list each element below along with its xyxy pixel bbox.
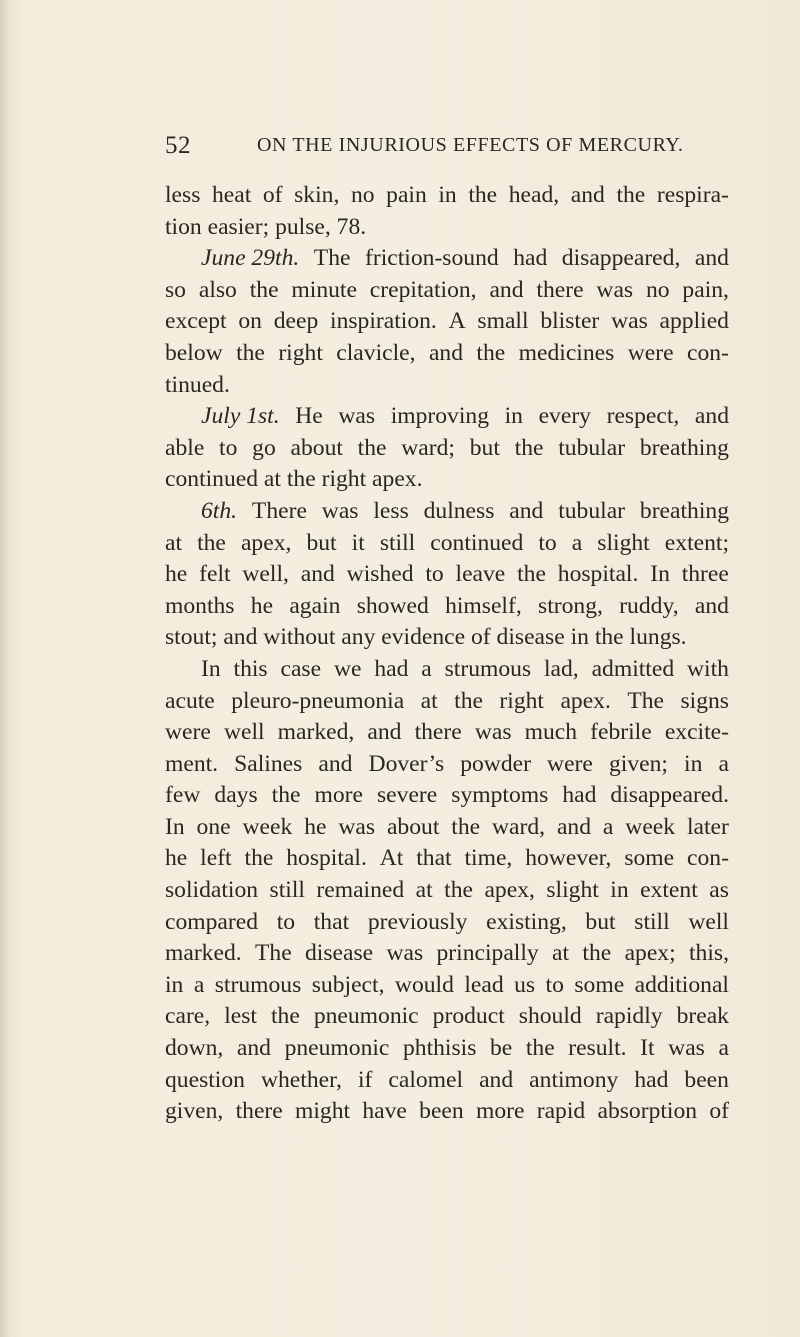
word: less bbox=[165, 182, 201, 208]
word: tubular bbox=[558, 497, 626, 524]
word: In bbox=[165, 813, 185, 840]
word: pain, bbox=[682, 276, 729, 303]
word: to bbox=[545, 971, 564, 998]
word: had bbox=[513, 245, 548, 272]
word: marked, bbox=[277, 719, 355, 746]
word: below bbox=[165, 339, 223, 366]
word: with bbox=[687, 655, 729, 682]
text-line bbox=[165, 243, 729, 275]
text-line bbox=[165, 370, 729, 402]
word: was bbox=[668, 1035, 705, 1062]
word: so bbox=[165, 276, 186, 303]
word: marked. bbox=[165, 940, 242, 967]
word: pneumonic bbox=[313, 1003, 419, 1030]
text-line bbox=[165, 275, 729, 307]
word: it bbox=[351, 529, 365, 556]
word: later bbox=[686, 813, 729, 840]
word: no bbox=[645, 276, 670, 303]
word: A bbox=[448, 308, 466, 335]
word: less bbox=[373, 497, 409, 524]
word: con- bbox=[686, 339, 729, 366]
word: solidation bbox=[165, 877, 259, 904]
text-line bbox=[165, 938, 729, 970]
word: left bbox=[200, 845, 232, 872]
word: had bbox=[634, 1066, 669, 1093]
word: days bbox=[214, 782, 258, 809]
word: The bbox=[627, 687, 665, 714]
text-line bbox=[165, 1096, 729, 1128]
word: minute bbox=[291, 276, 357, 303]
word: hospital. bbox=[557, 561, 639, 588]
word: principally bbox=[436, 940, 539, 967]
word: however, bbox=[525, 845, 612, 872]
word: small bbox=[477, 308, 529, 335]
word: months bbox=[165, 592, 235, 619]
word: ruddy, bbox=[619, 592, 679, 619]
word: at bbox=[415, 877, 433, 904]
word: the bbox=[468, 182, 498, 208]
word: slight bbox=[546, 877, 599, 904]
word: a bbox=[602, 813, 614, 840]
word: and bbox=[367, 719, 402, 746]
word: strumous bbox=[444, 655, 532, 682]
word: the bbox=[236, 339, 265, 366]
text-line bbox=[165, 1033, 729, 1065]
word: leave bbox=[455, 561, 506, 588]
word: a bbox=[718, 750, 729, 777]
word: disappeared, bbox=[561, 245, 681, 272]
word: three bbox=[681, 561, 729, 588]
text-line bbox=[165, 749, 729, 781]
word: In bbox=[201, 655, 221, 682]
text-line bbox=[165, 180, 729, 212]
word: pain bbox=[386, 182, 427, 208]
text-line bbox=[165, 433, 729, 465]
word: friction-sound bbox=[365, 245, 499, 272]
line-words: continued at the right apex. bbox=[165, 466, 423, 493]
word: well, bbox=[242, 561, 289, 588]
word: calomel bbox=[388, 1066, 464, 1093]
word: In bbox=[650, 561, 670, 588]
word: the bbox=[582, 940, 612, 967]
word: con- bbox=[687, 845, 729, 872]
word: in bbox=[684, 750, 703, 777]
word: had bbox=[374, 655, 409, 682]
word: extent; bbox=[664, 529, 729, 556]
word: again bbox=[289, 592, 341, 619]
word: still bbox=[269, 877, 305, 904]
word: Salines bbox=[234, 750, 303, 777]
word: medicines bbox=[518, 339, 615, 366]
word: given; bbox=[608, 750, 668, 777]
word: lest bbox=[224, 1003, 257, 1030]
word: time, bbox=[464, 845, 513, 872]
line-words: tion easier; pulse, 78. bbox=[165, 213, 367, 240]
word: in bbox=[504, 403, 523, 430]
word: have bbox=[362, 1098, 407, 1125]
word: no bbox=[350, 182, 375, 208]
text-line bbox=[165, 1001, 729, 1033]
word: of bbox=[709, 1098, 729, 1125]
word: was bbox=[386, 940, 424, 967]
word: the bbox=[197, 529, 226, 556]
word: apex; bbox=[624, 940, 676, 967]
word: existing, bbox=[486, 908, 567, 935]
word: he bbox=[250, 592, 274, 619]
word: this bbox=[233, 655, 268, 682]
word: able bbox=[165, 434, 205, 461]
word: compared bbox=[165, 908, 259, 935]
word: blister bbox=[540, 308, 600, 335]
word: right bbox=[499, 687, 544, 714]
word: but bbox=[306, 529, 337, 556]
text-line bbox=[165, 496, 729, 528]
word: signs bbox=[680, 687, 729, 714]
word: breathing bbox=[639, 497, 729, 524]
word: There bbox=[251, 497, 307, 524]
word: there bbox=[235, 1098, 283, 1125]
word: apex, bbox=[240, 529, 292, 556]
text-line bbox=[165, 970, 729, 1002]
text-line bbox=[165, 338, 729, 370]
word: improving bbox=[390, 403, 489, 430]
word: respect, bbox=[606, 403, 680, 430]
word: in bbox=[610, 877, 629, 904]
word: At bbox=[379, 845, 404, 872]
word: of bbox=[262, 182, 283, 208]
word: hospital. bbox=[286, 845, 367, 872]
word: more bbox=[475, 1098, 525, 1125]
word: additional bbox=[634, 971, 729, 998]
text-line bbox=[165, 622, 729, 654]
word: respira- bbox=[656, 182, 729, 208]
word: rapidly bbox=[595, 1003, 663, 1030]
text-line bbox=[165, 686, 729, 718]
word: still bbox=[634, 908, 670, 935]
word: the bbox=[517, 561, 546, 588]
word: was bbox=[338, 403, 376, 430]
word: and bbox=[236, 1035, 271, 1062]
word: the bbox=[357, 434, 387, 461]
word: was bbox=[338, 813, 376, 840]
word: was bbox=[611, 308, 648, 335]
word: go bbox=[252, 434, 276, 461]
word: symptoms bbox=[451, 782, 549, 809]
word: The bbox=[254, 940, 292, 967]
word: there bbox=[536, 276, 584, 303]
word: strong, bbox=[538, 592, 603, 619]
word: that bbox=[416, 845, 452, 872]
word: strumous bbox=[214, 971, 302, 998]
word: to bbox=[538, 529, 557, 556]
word: and bbox=[694, 592, 729, 619]
word: the bbox=[271, 782, 301, 809]
word: head, bbox=[508, 182, 560, 208]
entry-date: July 1st. bbox=[201, 403, 280, 430]
word: ward, bbox=[491, 813, 546, 840]
word: Dover’s bbox=[368, 750, 445, 777]
word: pneumonic bbox=[284, 1035, 390, 1062]
word: result. bbox=[568, 1035, 627, 1062]
line-words: tinued. bbox=[165, 371, 230, 398]
text-line bbox=[165, 717, 729, 749]
word: more bbox=[314, 782, 363, 809]
word: few bbox=[165, 782, 201, 809]
word: except bbox=[165, 308, 227, 335]
word: to bbox=[425, 561, 444, 588]
word: one bbox=[196, 813, 231, 840]
word: and bbox=[570, 182, 605, 208]
word: would bbox=[394, 971, 454, 998]
word: about bbox=[386, 813, 440, 840]
word: this, bbox=[688, 940, 729, 967]
word: been bbox=[684, 1066, 729, 1093]
word: to bbox=[276, 908, 296, 935]
word: the bbox=[444, 877, 473, 904]
word: down, bbox=[165, 1035, 224, 1062]
word: that bbox=[313, 908, 350, 935]
word: there bbox=[414, 719, 462, 746]
word: the bbox=[476, 339, 506, 366]
word: break bbox=[676, 1003, 729, 1030]
text-line bbox=[165, 907, 729, 939]
text-line bbox=[165, 843, 729, 875]
word: absorption bbox=[597, 1098, 698, 1125]
word: severe bbox=[377, 782, 438, 809]
word: we bbox=[333, 655, 362, 682]
word: felt bbox=[199, 561, 231, 588]
text-line bbox=[165, 780, 729, 812]
word: in bbox=[438, 182, 457, 208]
word: a bbox=[718, 1035, 729, 1062]
word: some bbox=[624, 845, 675, 872]
word: a bbox=[193, 971, 205, 998]
text-line bbox=[165, 1065, 729, 1097]
word: and bbox=[556, 813, 592, 840]
word: should bbox=[518, 1003, 582, 1030]
text-line bbox=[165, 654, 729, 686]
word: lead bbox=[464, 971, 504, 998]
text-line bbox=[165, 306, 729, 338]
word: lad, bbox=[543, 655, 579, 682]
word: to bbox=[219, 434, 238, 461]
word: case bbox=[280, 655, 322, 682]
word: ment. bbox=[165, 750, 219, 777]
word: dulness bbox=[423, 497, 495, 524]
page-header bbox=[165, 132, 725, 162]
word: as bbox=[709, 877, 729, 904]
word: antimony bbox=[529, 1066, 619, 1093]
word: the bbox=[270, 1003, 300, 1030]
word: the bbox=[244, 845, 274, 872]
word: every bbox=[538, 403, 591, 430]
word: were bbox=[547, 750, 593, 777]
word: deep bbox=[273, 308, 319, 335]
word: was bbox=[474, 719, 512, 746]
word: slight bbox=[597, 529, 650, 556]
word: product bbox=[432, 1003, 505, 1030]
entry-date: 6th. bbox=[201, 497, 238, 524]
word: apex, bbox=[484, 877, 535, 904]
word: disease bbox=[305, 940, 374, 967]
word: he bbox=[165, 845, 188, 872]
word: and bbox=[300, 561, 335, 588]
page-binding-edge bbox=[0, 0, 10, 1337]
word: about bbox=[290, 434, 343, 461]
word: and bbox=[428, 339, 464, 366]
word: well bbox=[688, 908, 729, 935]
word: rapid bbox=[536, 1098, 586, 1125]
word: were bbox=[165, 719, 211, 746]
word: question bbox=[165, 1066, 245, 1093]
text-line bbox=[165, 559, 729, 591]
text-line bbox=[165, 528, 729, 560]
word: at bbox=[165, 529, 183, 556]
word: the bbox=[454, 687, 483, 714]
word: care, bbox=[165, 1003, 211, 1030]
text-line bbox=[165, 464, 729, 496]
word: was bbox=[596, 276, 634, 303]
word: at bbox=[420, 687, 438, 714]
word: a bbox=[421, 655, 432, 682]
word: still bbox=[379, 529, 416, 556]
word: ward; bbox=[401, 434, 455, 461]
word: us bbox=[514, 971, 536, 998]
word: had bbox=[562, 782, 597, 809]
word: admitted bbox=[591, 655, 675, 682]
word: also bbox=[198, 276, 237, 303]
word: wished bbox=[346, 561, 414, 588]
word: if bbox=[357, 1066, 373, 1093]
word: extent bbox=[640, 877, 698, 904]
word: were bbox=[627, 339, 674, 366]
word: applied bbox=[659, 308, 729, 335]
word: right bbox=[278, 339, 323, 366]
word: some bbox=[574, 971, 625, 998]
text-line bbox=[165, 591, 729, 623]
word: disappeared. bbox=[610, 782, 729, 809]
word: well bbox=[223, 719, 265, 746]
word: whether, bbox=[260, 1066, 342, 1093]
body-text bbox=[165, 180, 729, 1128]
word: powder bbox=[460, 750, 531, 777]
word: but bbox=[469, 434, 500, 461]
word: apex. bbox=[560, 687, 611, 714]
word: clavicle, bbox=[336, 339, 416, 366]
word: previously bbox=[367, 908, 468, 935]
word: might bbox=[295, 1098, 351, 1125]
word: tubular bbox=[558, 434, 626, 461]
word: be bbox=[489, 1035, 513, 1062]
word: week bbox=[625, 813, 676, 840]
word: given, bbox=[165, 1098, 224, 1125]
word: been bbox=[419, 1098, 464, 1125]
text-line bbox=[165, 212, 729, 244]
word: the bbox=[525, 1035, 555, 1062]
word: The bbox=[313, 245, 351, 272]
word: heat bbox=[211, 182, 252, 208]
word: phthisis bbox=[402, 1035, 477, 1062]
line-words: stout; and without any evidence of disease in the lungs. bbox=[165, 624, 687, 651]
text-line bbox=[165, 401, 729, 433]
word: continued bbox=[430, 529, 524, 556]
word: he bbox=[165, 561, 188, 588]
word: and bbox=[694, 403, 729, 430]
word: the bbox=[616, 182, 646, 208]
word: skin, bbox=[294, 182, 340, 208]
word: the bbox=[451, 813, 481, 840]
word: at bbox=[552, 940, 570, 967]
word: the bbox=[249, 276, 279, 303]
word: in bbox=[165, 971, 184, 998]
word: subject, bbox=[311, 971, 385, 998]
word: was bbox=[321, 497, 359, 524]
word: a bbox=[571, 529, 583, 556]
word: febrile bbox=[590, 719, 652, 746]
word: acute bbox=[165, 687, 215, 714]
word: much bbox=[524, 719, 578, 746]
word: and bbox=[509, 497, 544, 524]
word: excite- bbox=[664, 719, 729, 746]
word: and bbox=[479, 1066, 514, 1093]
word: He bbox=[295, 403, 323, 430]
word: the bbox=[514, 434, 544, 461]
word: pleuro-pneumonia bbox=[231, 687, 405, 714]
word: but bbox=[585, 908, 616, 935]
word: It bbox=[640, 1035, 655, 1062]
running-title: ON THE INJURIOUS EFFECTS OF MERCURY. bbox=[257, 134, 684, 156]
word: inspiration. bbox=[330, 308, 437, 335]
word: showed bbox=[356, 592, 429, 619]
word: crepitation, bbox=[369, 276, 477, 303]
entry-date: June 29th. bbox=[201, 245, 300, 272]
word: himself, bbox=[445, 592, 522, 619]
text-line bbox=[165, 875, 729, 907]
word: he bbox=[304, 813, 327, 840]
word: on bbox=[238, 308, 262, 335]
word: week bbox=[242, 813, 293, 840]
word: breathing bbox=[639, 434, 729, 461]
word: remained bbox=[316, 877, 405, 904]
word: and bbox=[694, 245, 729, 272]
page-number: 52 bbox=[165, 132, 191, 159]
word: and bbox=[489, 276, 524, 303]
text-line bbox=[165, 812, 729, 844]
word: and bbox=[318, 750, 353, 777]
